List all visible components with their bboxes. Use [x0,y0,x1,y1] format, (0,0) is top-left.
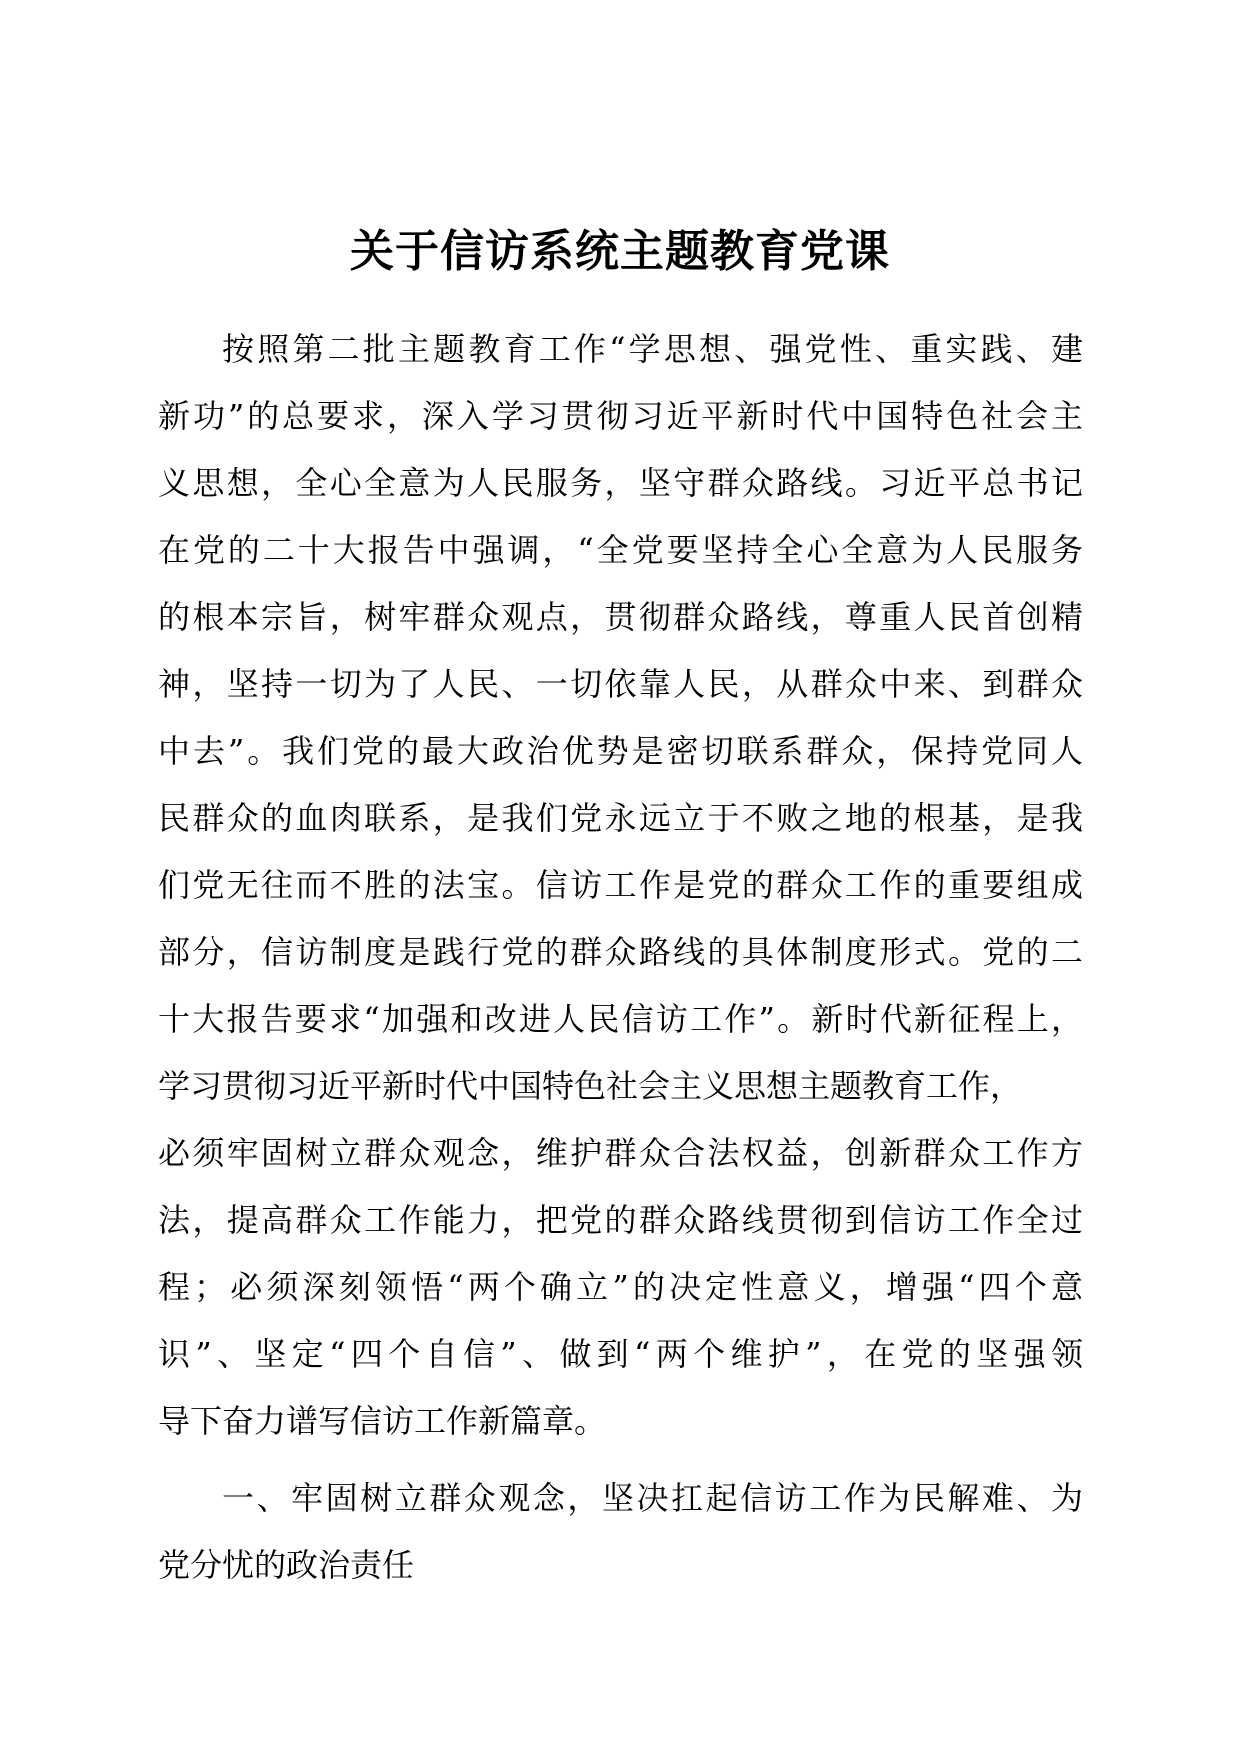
text-line: 识”、坚定“四个自信”、做到“两个维护”，在党的坚强领 [158,1335,1083,1373]
document-title: 关于信访系统主题教育党课 [350,226,890,277]
heading-line: 党分忧的政治责任 [158,1546,415,1584]
text-line: 新功”的总要求，深入学习贯彻习近平新时代中国特色社会主 [158,397,1083,435]
text-line: 程；必须深刻领悟“两个确立”的决定性意义，增强“四个意 [158,1268,1083,1306]
text-line: 们党无往而不胜的法宝。信访工作是党的群众工作的重要组成 [158,866,1083,904]
text-line: 的根本宗旨，树牢群众观点，贯彻群众路线，尊重人民首创精 [158,598,1083,636]
paragraph-spacer [158,1455,1083,1465]
text-line: 在党的二十大报告中强调，“全党要坚持全心全意为人民服务 [158,531,1083,569]
heading-line: 一、牢固树立群众观念，坚决扛起信访工作为民解难、为 [222,1479,1083,1517]
text-line: 部分，信访制度是践行党的群众路线的具体制度形式。党的二 [158,933,1083,971]
section-heading-1 [158,1465,1083,1599]
text-line: 神，坚持一切为了人民、一切依靠人民，从群众中来、到群众 [158,665,1083,703]
paragraph-intro [158,316,1083,1455]
text-line: 十大报告要求“加强和改进人民信访工作”。新时代新征程上， [158,1000,1083,1038]
text-line: 民群众的血肉联系，是我们党永远立于不败之地的根基，是我 [158,799,1083,837]
text-line: 按照第二批主题教育工作“学思想、强党性、重实践、建 [222,330,1083,368]
document-body [158,316,1083,1599]
text-line: 学习贯彻习近平新时代中国特色社会主义思想主题教育工作， [158,1067,1023,1105]
text-line: 必须牢固树立群众观念，维护群众合法权益，创新群众工作方 [158,1134,1083,1172]
text-line: 法，提高群众工作能力，把党的群众路线贯彻到信访工作全过 [158,1201,1083,1239]
text-line: 义思想，全心全意为人民服务，坚守群众路线。习近平总书记 [158,464,1083,502]
text-line: 中去”。我们党的最大政治优势是密切联系群众，保持党同人 [158,732,1083,770]
text-line: 导下奋力谱写信访工作新篇章。 [158,1402,607,1440]
